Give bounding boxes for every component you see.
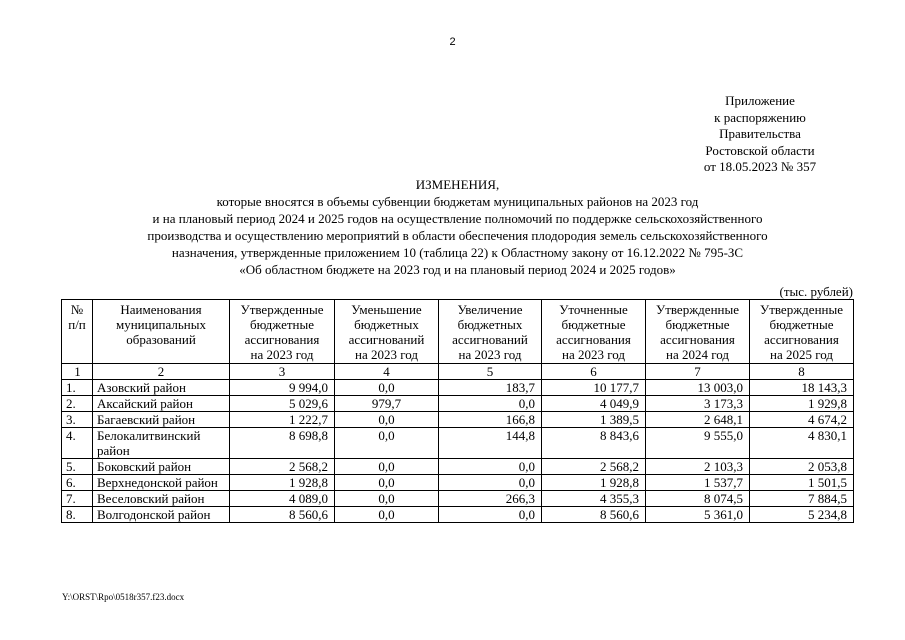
approved-2023-cell: 5 029,6 [230, 396, 335, 412]
table-row [62, 428, 854, 459]
decrease-2023-cell: 0,0 [335, 475, 439, 491]
approved-2024-cell: 1 537,7 [646, 475, 750, 491]
header-line: бюджетные [769, 317, 834, 332]
header-line: бюджетные [249, 317, 314, 332]
page-number: 2 [449, 36, 456, 48]
approved-2024-cell: 2 648,1 [646, 412, 750, 428]
appendix-line: Правительства [719, 126, 801, 141]
header-line: ассигнования [556, 332, 631, 347]
row-number-cell: 3. [62, 412, 93, 428]
refined-2023-cell: 2 568,2 [542, 459, 646, 475]
approved-2025-cell: 4 674,2 [750, 412, 854, 428]
decrease-2023-cell: 0,0 [335, 459, 439, 475]
header-cell [93, 300, 230, 364]
header-line: Утвержденные [240, 302, 324, 317]
header-line: бюджетные [665, 317, 730, 332]
appendix-line: Ростовской области [705, 142, 815, 158]
header-line: Уточненные [559, 302, 628, 317]
row-number-cell: 4. [62, 428, 93, 459]
refined-2023-cell: 8 843,6 [542, 428, 646, 459]
municipality-name-cell: Белокалитвинский район [93, 428, 230, 459]
decrease-2023-cell: 0,0 [335, 380, 439, 396]
title-line: которые вносятся в объемы субвенции бюджетам муниципальных районов на 2023 год [216, 194, 699, 209]
row-number-cell: 7. [62, 491, 93, 507]
increase-2023-cell: 0,0 [439, 475, 542, 491]
refined-2023-cell: 1 928,8 [542, 475, 646, 491]
table-row [62, 507, 854, 523]
approved-2024-cell: 9 555,0 [646, 428, 750, 459]
column-number-row [62, 364, 854, 380]
budget-table [61, 299, 854, 523]
header-line: на 2025 год [770, 347, 833, 362]
title-line: производства и осуществлению мероприятий в области обеспечения плодородия земель сельскохозяйственного [147, 228, 768, 243]
approved-2023-cell: 8 698,8 [230, 428, 335, 459]
header-line: Уменьшение [351, 302, 422, 317]
approved-2023-cell: 4 089,0 [230, 491, 335, 507]
approved-2023-cell: 1 222,7 [230, 412, 335, 428]
approved-2024-cell: 5 361,0 [646, 507, 750, 523]
title-line: назначения, утвержденные приложением 10 (таблица 22) к Областному закону от 16.12.2022 № 795-ЗС [171, 245, 744, 260]
municipality-name-cell: Аксайский район [93, 396, 230, 412]
table-row [62, 459, 854, 475]
municipality-name-cell: Азовский район [93, 380, 230, 396]
refined-2023-cell: 8 560,6 [542, 507, 646, 523]
header-line: Наименования [120, 302, 202, 317]
row-number-cell: 2. [62, 396, 93, 412]
approved-2025-cell: 1 501,5 [750, 475, 854, 491]
row-number-cell: 5. [62, 459, 93, 475]
approved-2023-cell: 1 928,8 [230, 475, 335, 491]
approved-2024-cell: 2 103,3 [646, 459, 750, 475]
increase-2023-cell: 183,7 [439, 380, 542, 396]
header-line: на 2023 год [458, 347, 522, 362]
appendix-line: Приложение [725, 93, 795, 108]
header-line: на 2024 год [666, 347, 729, 362]
table-row [62, 475, 854, 491]
header-line: образований [126, 332, 196, 347]
approved-2023-cell: 2 568,2 [230, 459, 335, 475]
increase-2023-cell: 266,3 [439, 491, 542, 507]
header-cell [439, 300, 542, 364]
header-cell [62, 300, 93, 364]
approved-2023-cell: 9 994,0 [230, 380, 335, 396]
header-cell [646, 300, 750, 364]
increase-2023-cell: 166,8 [439, 412, 542, 428]
row-number-cell: 1. [62, 380, 93, 396]
approved-2025-cell: 4 830,1 [750, 428, 854, 459]
header-line: ассигнования [660, 332, 735, 347]
header-line: ассигнования [764, 332, 839, 347]
decrease-2023-cell: 979,7 [335, 396, 439, 412]
approved-2024-cell: 8 074,5 [646, 491, 750, 507]
approved-2025-cell: 2 053,8 [750, 459, 854, 475]
municipality-name-cell: Верхнедонской район [93, 475, 230, 491]
header-line: ассигнования [244, 332, 320, 347]
header-line: на 2023 год [355, 347, 418, 362]
header-line: на 2023 год [562, 347, 625, 362]
header-line: бюджетных [354, 317, 419, 332]
header-line: № [70, 302, 84, 317]
column-number: 6 [542, 364, 646, 380]
column-number: 3 [230, 364, 335, 380]
column-number: 1 [62, 364, 93, 380]
municipality-name-cell: Багаевский район [93, 412, 230, 428]
increase-2023-cell: 144,8 [439, 428, 542, 459]
table-row [62, 396, 854, 412]
increase-2023-cell: 0,0 [439, 459, 542, 475]
municipality-name-cell: Веселовский район [93, 491, 230, 507]
table-row [62, 491, 854, 507]
increase-2023-cell: 0,0 [439, 507, 542, 523]
header-line: на 2023 год [250, 347, 314, 362]
column-number: 4 [335, 364, 439, 380]
column-number: 5 [439, 364, 542, 380]
header-cell [750, 300, 854, 364]
approved-2024-cell: 3 173,3 [646, 396, 750, 412]
appendix-line: от 18.05.2023 № 357 [703, 159, 817, 174]
decrease-2023-cell: 0,0 [335, 507, 439, 523]
header-cell [542, 300, 646, 364]
approved-2025-cell: 5 234,8 [750, 507, 854, 523]
municipality-name-cell: Волгодонской район [93, 507, 230, 523]
refined-2023-cell: 4 355,3 [542, 491, 646, 507]
decrease-2023-cell: 0,0 [335, 412, 439, 428]
refined-2023-cell: 10 177,7 [542, 380, 646, 396]
appendix-block [660, 93, 860, 176]
header-line: муниципальных [115, 317, 206, 332]
header-cell [230, 300, 335, 364]
header-cell [335, 300, 439, 364]
refined-2023-cell: 4 049,9 [542, 396, 646, 412]
column-number: 7 [646, 364, 750, 380]
approved-2025-cell: 1 929,8 [750, 396, 854, 412]
header-line: Увеличение [457, 302, 523, 317]
header-row [62, 300, 854, 364]
table-row [62, 380, 854, 396]
title-line: «Об областном бюджете на 2023 год и на плановый период 2024 и 2025 годов» [239, 262, 676, 277]
header-line: ассигнований [452, 332, 528, 347]
header-line: Утвержденные [759, 302, 843, 317]
refined-2023-cell: 1 389,5 [542, 412, 646, 428]
table-row [62, 412, 854, 428]
header-line: Утвержденные [655, 302, 739, 317]
row-number-cell: 6. [62, 475, 93, 491]
document-title [60, 176, 855, 278]
title-heading: ИЗМЕНЕНИЯ, [415, 177, 500, 192]
row-number-cell: 8. [62, 507, 93, 523]
municipality-name-cell: Боковский район [93, 459, 230, 475]
appendix-line: к распоряжению [714, 109, 806, 125]
approved-2025-cell: 7 884,5 [750, 491, 854, 507]
file-path-footer: Y:\ORST\Rpo\0518r357.f23.docx [62, 592, 185, 602]
approved-2024-cell: 13 003,0 [646, 380, 750, 396]
header-line: бюджетные [561, 317, 626, 332]
column-number: 2 [93, 364, 230, 380]
decrease-2023-cell: 0,0 [335, 428, 439, 459]
column-number: 8 [750, 364, 854, 380]
units-label: (тыс. рублей) [779, 284, 853, 299]
header-line: п/п [68, 317, 86, 332]
decrease-2023-cell: 0,0 [335, 491, 439, 507]
title-line: и на плановый период 2024 и 2025 годов на осуществление полномочий по поддержке сельскохозяйственного [152, 211, 763, 226]
approved-2025-cell: 18 143,3 [750, 380, 854, 396]
header-line: ассигнований [348, 332, 425, 347]
header-line: бюджетных [457, 317, 523, 332]
increase-2023-cell: 0,0 [439, 396, 542, 412]
approved-2023-cell: 8 560,6 [230, 507, 335, 523]
